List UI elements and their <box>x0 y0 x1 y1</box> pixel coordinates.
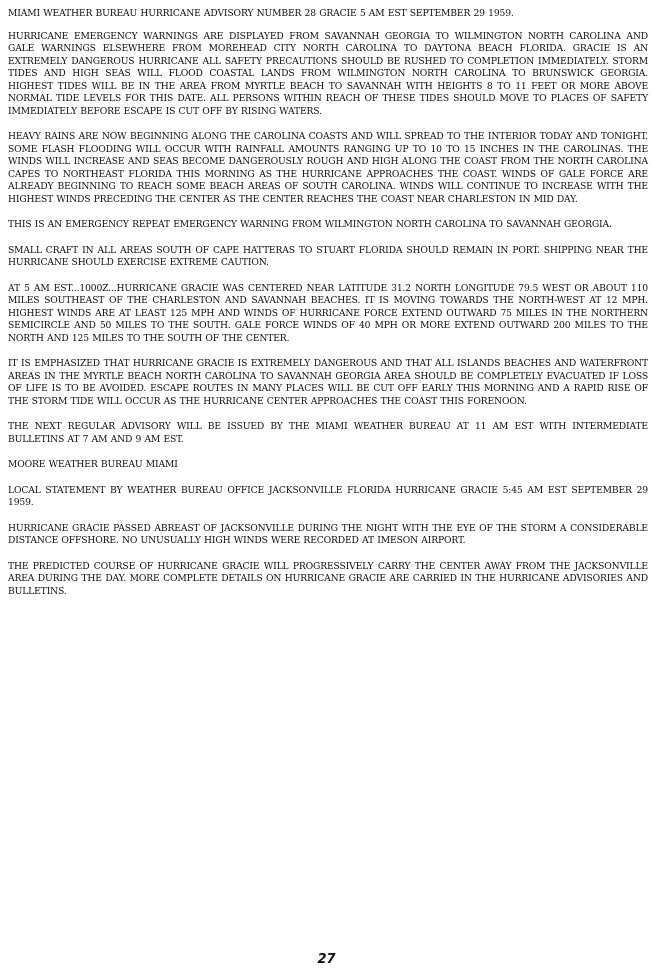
paragraph-small-craft: SMALL CRAFT IN ALL AREAS SOUTH OF CAPE HATTERAS TO STUART FLORIDA SHOULD REMAIN IN PORT. SHIPPING NEAR THE HURRICANE SHOULD EXERCISE EXTREME CAUTION. <box>8 244 648 268</box>
advisory-text-body <box>8 8 648 611</box>
advisory-header-line: MIAMI WEATHER BUREAU HURRICANE ADVISORY NUMBER 28 GRACIE 5 AM EST SEPTEMBER 29 1959. <box>8 8 514 19</box>
paragraph-predicted-course: THE PREDICTED COURSE OF HURRICANE GRACIE WILL PROGRESSIVELY CARRY THE CENTER AWAY FROM THE JACKSONVILLE AREA DURING THE DAY. MORE COMPLETE DETAILS ON HURRICANE GRACIE ARE CARRIED IN THE HURRICANE ADVISORIES AND BULLETINS. <box>8 560 648 597</box>
paragraph-local-statement-header: LOCAL STATEMENT BY WEATHER BUREAU OFFICE JACKSONVILLE FLORIDA HURRICANE GRACIE 5:45 AM EST SEPTEMBER 29 1959. <box>8 484 648 508</box>
paragraph-jacksonville-passage: HURRICANE GRACIE PASSED ABREAST OF JACKSONVILLE DURING THE NIGHT WITH THE EYE OF THE STORM A CONSIDERABLE DISTANCE OFFSHORE. NO UNUSUALLY HIGH WINDS WERE RECORDED AT IMESON AIRPORT. <box>8 522 648 546</box>
paragraph-position: AT 5 AM EST...1000Z...HURRICANE GRACIE WAS CENTERED NEAR LATITUDE 31.2 NORTH LONGITUDE 79.5 WEST OR ABOUT 110 MILES SOUTHEAST OF THE CHARLESTON AND SAVANNAH BEACHES. IT IS MOVING TOWARDS THE NORTH-WEST AT 12 MPH. HIGHEST WINDS ARE AT LEAST 125 MPH AND WINDS OF HURRICANE FORCE EXTEND OUTWARD 75 MILES IN THE NORTHERN SEMICIRCLE AND 50 MILES TO THE SOUTH. GALE FORCE WINDS OF 40 MPH OR MORE EXTEND OUTWARD 200 MILES TO THE NORTH AND 125 MILES TO THE SOUTH OF THE CENTER. <box>8 282 648 344</box>
paragraph-emergency-repeat: THIS IS AN EMERGENCY REPEAT EMERGENCY WARNING FROM WILMINGTON NORTH CAROLINA TO SAVANNAH GEORGIA. <box>8 219 612 230</box>
paragraph-signature: MOORE WEATHER BUREAU MIAMI <box>8 459 178 470</box>
paragraph-evacuation: IT IS EMPHASIZED THAT HURRICANE GRACIE IS EXTREMELY DANGEROUS AND THAT ALL ISLANDS BEACHES AND WATERFRONT AREAS IN THE MYRTLE BEACH NORTH CAROLINA TO SAVANNAH GEORGIA AREA SHOULD BE COMPLETELY EVACUATED IF LOSS OF LIFE IS TO BE AVOIDED. ESCAPE ROUTES IN MANY PLACES WILL BE CUT OFF EARLY THIS MORNING AND A RAPID RISE OF THE STORM TIDE WILL OCCUR AS THE HURRICANE CENTER APPROACHES THE COAST THIS FORENOON. <box>8 358 648 407</box>
page-number: 27 <box>317 952 336 967</box>
paragraph-heavy-rains: HEAVY RAINS ARE NOW BEGINNING ALONG THE CAROLINA COASTS AND WILL SPREAD TO THE INTERIOR TODAY AND TONIGHT. SOME FLASH FLOODING WILL OCCUR WITH RAINFALL AMOUNTS RANGING UP TO 10 TO 15 INCHES IN THE CAROLINAS. THE WINDS WILL INCREASE AND SEAS BECOME DANGEROUSLY ROUGH AND HIGH ALONG THE COAST FROM THE NORTH CAROLINA CAPES TO NORTHEAST FLORIDA THIS MORNING AS THE HURRICANE APPROACHES THE COAST. WINDS OF GALE FORCE ARE ALREADY BEGINNING TO REACH SOME BEACH AREAS OF SOUTH CAROLINA. WINDS WILL CONTINUE TO INCREASE WITH THE HIGHEST WINDS PRECEDING THE CENTER AS THE CENTER REACHES THE COAST NEAR CHARLESTON IN MID DAY. <box>8 131 648 205</box>
paragraph-next-advisory: THE NEXT REGULAR ADVISORY WILL BE ISSUED BY THE MIAMI WEATHER BUREAU AT 11 AM EST WITH INTERMEDIATE BULLETINS AT 7 AM AND 9 AM EST. <box>8 421 648 445</box>
paragraph-warnings: HURRICANE EMERGENCY WARNINGS ARE DISPLAYED FROM SAVANNAH GEORGIA TO WILMINGTON NORTH CAROLINA AND GALE WARNINGS ELSEWHERE FROM MOREHEAD CITY NORTH CAROLINA TO DAYTONA BEACH FLORIDA. GRACIE IS AN EXTREMELY DANGEROUS HURRICANE ALL SAFETY PRECAUTIONS SHOULD BE RUSHED TO COMPLETION IMMEDIATELY. STORM TIDES AND HIGH SEAS WILL FLOOD COASTAL LANDS FROM WILMINGTON NORTH CAROLINA TO BRUNSWICK GEORGIA. HIGHEST TIDES WILL BE IN THE AREA FROM MYRTLE BEACH TO SAVANNAH WITH HEIGHTS 8 TO 11 FEET OR MORE ABOVE NORMAL TIDE LEVELS FOR THIS DATE. ALL PERSONS WITHIN REACH OF THESE TIDES SHOULD MOVE TO PLACES OF SAFETY IMMEDIATELY BEFORE ESCAPE IS CUT OFF BY RISING WATERS. <box>8 30 648 117</box>
